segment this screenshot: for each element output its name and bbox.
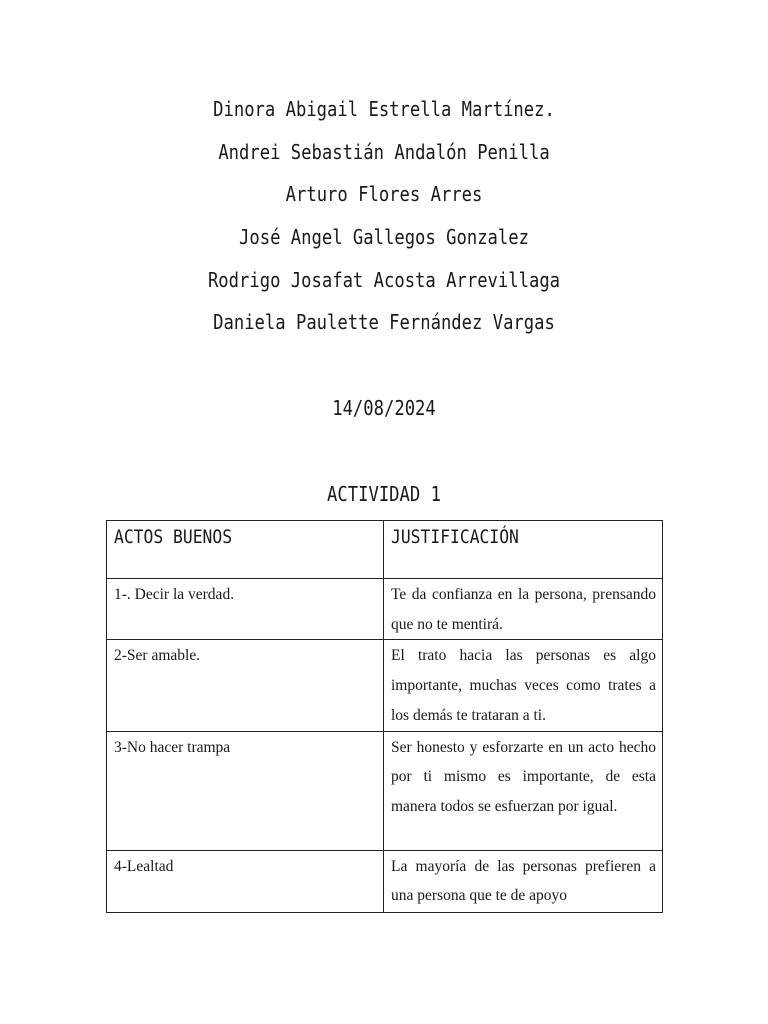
author-name: Dinora Abigail Estrella Martínez. bbox=[213, 97, 555, 121]
acts-table bbox=[106, 520, 663, 913]
table-row bbox=[107, 850, 663, 912]
act-cell: 2-Ser amable. bbox=[107, 640, 384, 731]
activity-title: ACTIVIDAD 1 bbox=[327, 482, 441, 506]
justification-cell: El trato hacia las personas es algo importante, muchas veces como trates a los demás te trataran a ti. bbox=[384, 640, 663, 731]
author-name: Rodrigo Josafat Acosta Arrevillaga bbox=[207, 267, 561, 292]
author-name: Arturo Flores Arres bbox=[285, 182, 483, 207]
act-cell: 3-No hacer trampa bbox=[107, 731, 384, 850]
document-date: 14/08/2024 bbox=[332, 396, 436, 420]
author-name: José Angel Gallegos Gonzalez bbox=[239, 225, 529, 250]
table-row bbox=[107, 640, 663, 731]
justification-cell: Ser honesto y esforzarte en un acto hecho por ti mismo es importante, de esta manera todos se esfuerzan por igual. bbox=[384, 731, 663, 850]
act-cell: 4-Lealtad bbox=[107, 850, 384, 912]
table-header-row bbox=[107, 521, 663, 579]
column-header-acts: ACTOS BUENOS bbox=[107, 521, 384, 579]
author-name: Andrei Sebastián Andalón Penilla bbox=[218, 139, 550, 164]
author-list bbox=[0, 88, 768, 344]
justification-cell: Te da confianza en la persona, prensando que no te mentirá. bbox=[384, 579, 663, 640]
table-row bbox=[107, 579, 663, 640]
author-name: Daniela Paulette Fernández Vargas bbox=[213, 310, 555, 335]
justification-cell bbox=[384, 850, 663, 912]
act-cell: 1-. Decir la verdad. bbox=[107, 579, 384, 640]
table-row bbox=[107, 731, 663, 850]
column-header-justification: JUSTIFICACIÓN bbox=[384, 521, 663, 579]
justification-text: La mayoría de las personas prefieren a una persona que te de apoyo bbox=[391, 857, 656, 905]
